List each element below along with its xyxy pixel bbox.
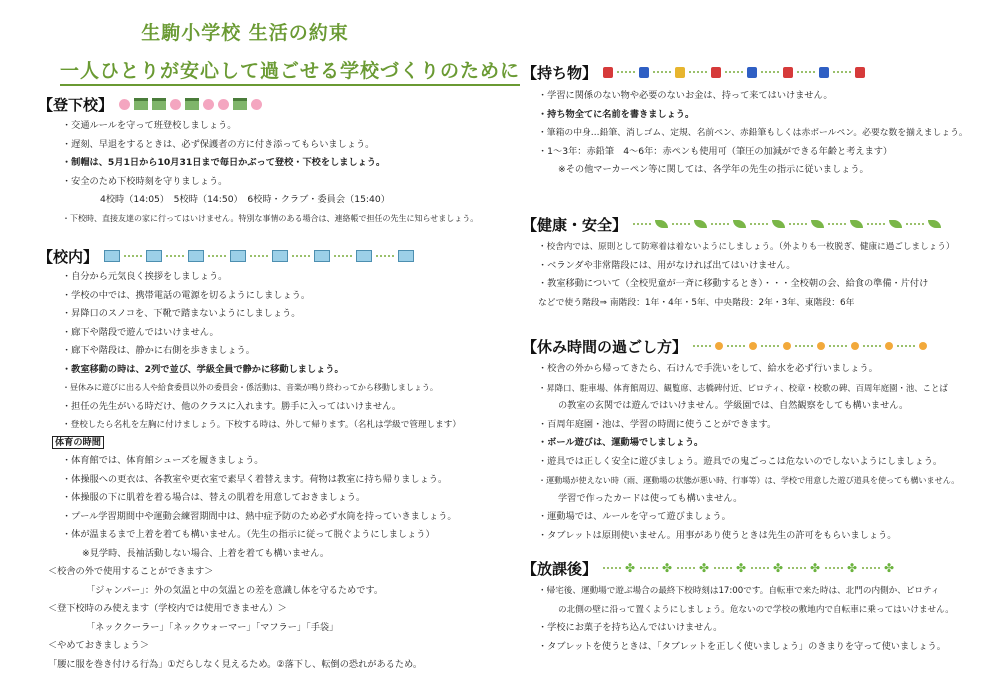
belongings-line: ・1～3年：赤鉛筆 4～6年：赤ペンも使用可（筆圧の加減ができる年齢と考えます） xyxy=(538,145,893,157)
health-line: ・ベランダや非常階段には、用がなければ出てはいけません。 xyxy=(538,259,796,271)
book-icon xyxy=(230,250,246,262)
school-icon xyxy=(134,98,148,110)
section-recess-heading: 【休み時間の過ごし方】 xyxy=(522,337,688,356)
recess-line: ・昇降口、駐車場、体育館周辺、観覧席、志橋碑付近、ピロティ、校章・校歌の碑、百周年庭園・池、ことば xyxy=(538,382,948,393)
recess-line: ・タブレットは原則使いません。用事があり使うときは先生の許可をもらいましょう。 xyxy=(538,529,897,541)
sakura-icon xyxy=(119,99,130,110)
sakura-icon xyxy=(218,99,229,110)
leaf-icon xyxy=(655,220,668,228)
section-after-heading: 【放課後】 xyxy=(522,559,598,578)
section-belongings-heading: 【持ち物】 xyxy=(522,63,598,82)
document-subtitle: 一人ひとりが安心して過ごせる学校づくりのために xyxy=(60,56,520,86)
commute-line: 4校時（14:05） 5校時（14:50） 6校時・クラブ・委員会（15:40） xyxy=(100,194,390,205)
dot-decoration xyxy=(691,342,929,350)
book-icon xyxy=(188,250,204,262)
clover-icon: ✤ xyxy=(773,560,784,575)
leaf-icon xyxy=(889,220,902,228)
health-line: ・教室移動について（全校児童が一斉に移動するとき）・・・全校朝の会、給食の準備・片付け xyxy=(538,278,929,289)
school-line: ・登校したら名札を左胸に付けましょう。下校する時は、外して帰ります。（名札は学級で管理します） xyxy=(62,420,461,430)
stop-line: 「腰に服を巻き付ける行為」①だらしなく見えるため。②落下し、転倒の恐れがあるため。 xyxy=(48,658,423,670)
backpack-icon xyxy=(855,67,865,78)
after-line: ・帰宅後、運動場で遊ぶ場合の最終下校時刻は17:00です。自転車で来た時は、北門の内側か、ピロティ xyxy=(538,586,940,596)
pe-line: ・体が温まるまで上着を着ても構いません。（先生の指示に従って脱ぐようにしましょう） xyxy=(62,529,435,540)
belongings-line: ・持ち物全てに名前を書きましょう。 xyxy=(538,108,695,120)
pe-line: ・プール学習期間中や運動会練習期間中は、熱中症予防のため必ず水筒を持っていきましょう。 xyxy=(62,510,457,522)
school-icon xyxy=(185,98,199,110)
school-line: ・教室移動の時は、2列で並び、学級全員で静かに移動しましょう。 xyxy=(62,363,344,375)
school-line: ・担任の先生がいる時だけ、他のクラスに入れます。勝手に入ってはいけません。 xyxy=(62,400,402,412)
health-line: などで使う階段⇒ 南階段：1年・4年・5年、中央階段：2年・3年、東階段：6年 xyxy=(538,297,855,308)
book-icon xyxy=(356,250,372,262)
orange-dot-icon xyxy=(783,342,791,350)
section-belongings-header xyxy=(522,62,867,82)
pe-time-label: 体育の時間 xyxy=(52,436,104,449)
commute-only-line: 「ネッククーラー」「ネックウォーマー」「マフラー」「手袋」 xyxy=(86,621,339,633)
pe-line: ・体操服への更衣は、各教室や更衣室で素早く着替えます。荷物は教室に持ち帰りましょう。 xyxy=(62,473,448,485)
clover-decoration xyxy=(601,560,897,575)
after-line: ・タブレットを使うときは、「タブレットを正しく使いましょう」のきまりを守って使いましょう。 xyxy=(538,640,946,652)
belongings-line: ・筆箱の中身…鉛筆、消しゴム、定規、名前ペン、赤鉛筆もしくは赤ボールペン。必要な数を揃えましょう。 xyxy=(538,128,968,138)
sakura-icon xyxy=(203,99,214,110)
orange-dot-icon xyxy=(919,342,927,350)
school-line: ・学校の中では、携帯電話の電源を切るようにしましょう。 xyxy=(62,289,311,301)
commute-list xyxy=(62,117,478,228)
section-after-header xyxy=(522,558,897,578)
backpack-icon xyxy=(747,67,757,78)
section-commute-header xyxy=(38,94,264,114)
backpack-icon xyxy=(819,67,829,78)
section-commute-heading: 【登下校】 xyxy=(38,95,114,114)
school-icon xyxy=(152,98,166,110)
school-line: ・昇降口のスノコを、下靴で踏まないようにしましょう。 xyxy=(62,308,301,319)
orange-dot-icon xyxy=(851,342,859,350)
backpack-icon xyxy=(639,67,649,78)
leaf-decoration xyxy=(631,220,943,228)
document-title: 生駒小学校 生活の約束 xyxy=(141,22,349,44)
clover-icon: ✤ xyxy=(847,560,858,575)
school-line: ・自分から元気良く挨拶をしましょう。 xyxy=(62,271,228,282)
book-icon xyxy=(146,250,162,262)
orange-dot-icon xyxy=(715,342,723,350)
leaf-icon xyxy=(772,220,785,228)
section-school-header xyxy=(38,246,416,266)
backpack-icon xyxy=(783,67,793,78)
clover-icon: ✤ xyxy=(884,560,895,575)
recess-line: ・遊具では正しく安全に遊びましょう。遊具での鬼ごっこは危ないのでしないようにしましょう。 xyxy=(538,455,943,467)
leaf-icon xyxy=(850,220,863,228)
clover-icon: ✤ xyxy=(625,560,636,575)
orange-dot-icon xyxy=(749,342,757,350)
pe-line: ・体育館では、体育館シューズを履きましょう。 xyxy=(62,455,264,466)
book-icon xyxy=(104,250,120,262)
backpack-icon xyxy=(675,67,685,78)
clover-icon: ✤ xyxy=(662,560,673,575)
commute-only-label: ＜登下校時のみ使えます（学校内では使用できません）＞ xyxy=(48,603,287,614)
orange-dot-icon xyxy=(817,342,825,350)
recess-line: ・運動場が使えない時（雨、運動場の状態が悪い時、行事等）は、学校で用意した遊び道具を使っても構いません。 xyxy=(538,475,960,485)
recess-list xyxy=(538,360,959,545)
recess-line: ・百周年庭園・池は、学習の時間に使うことができます。 xyxy=(538,418,777,430)
stop-label: ＜やめておきましょう＞ xyxy=(48,640,150,651)
leaf-icon xyxy=(928,220,941,228)
outside-line: 「ジャンパー」：外の気温と中の気温との差を意識し体を守るためです。 xyxy=(86,584,384,596)
recess-line: ・運動場では、ルールを守って遊びましょう。 xyxy=(538,511,731,522)
book-decoration xyxy=(102,250,416,262)
orange-dot-icon xyxy=(885,342,893,350)
clover-icon: ✤ xyxy=(810,560,821,575)
sakura-icon xyxy=(170,99,181,110)
book-icon xyxy=(398,250,414,262)
clothing-rules xyxy=(48,563,422,674)
after-line: の北側の壁に沿って置くようにしましょう。危ないので学校の敷地内で自転車に乗ってはいけません。 xyxy=(558,604,954,615)
outside-label: ＜校舎の外で使用することができます＞ xyxy=(48,566,214,577)
section-health-heading: 【健康・安全】 xyxy=(522,215,628,234)
commute-line: ・交通ルールを守って班登校しましょう。 xyxy=(62,120,237,131)
leaf-icon xyxy=(694,220,707,228)
health-list xyxy=(538,238,954,312)
section-school-heading: 【校内】 xyxy=(38,247,99,266)
sakura-decoration xyxy=(117,98,264,110)
school-line: ・廊下や階段は、静かに右側を歩きましょう。 xyxy=(62,345,255,356)
recess-line: ・校舎の外から帰ってきたら、石けんで手洗いをして、給水を必ず行いましょう。 xyxy=(538,363,878,374)
pe-label-row xyxy=(52,434,104,453)
belongings-list xyxy=(538,87,968,180)
sakura-icon xyxy=(251,99,262,110)
after-list xyxy=(538,582,954,656)
school-icon xyxy=(233,98,247,110)
backpack-icon xyxy=(711,67,721,78)
section-health-header xyxy=(522,214,943,234)
pe-line: ・体操服の下に肌着を着る場合は、替えの肌着を用意しておきましょう。 xyxy=(62,492,366,503)
school-line: ・廊下や階段で遊んではいけません。 xyxy=(62,326,219,338)
belongings-line: ・学習に関係のない物や必要のないお金は、持って来てはいけません。 xyxy=(538,90,833,101)
recess-line: ・ボール遊びは、運動場でしましょう。 xyxy=(538,437,704,448)
belongings-line: ※その他マーカーペン等に関しては、各学年の先生の指示に従いましょう。 xyxy=(558,164,869,175)
after-line: ・学校にお菓子を持ち込んではいけません。 xyxy=(538,622,723,633)
commute-line: ・遅刻、早退をするときは、必ず保護者の方に付き添ってもらいましょう。 xyxy=(62,138,375,150)
health-line: ・校舎内では、原則として防寒着は着ないようにしましょう。（外よりも一枚脱ぎ、健康に過ごしましょう） xyxy=(538,242,955,252)
leaf-icon xyxy=(811,220,824,228)
school-line: ・昼休みに遊びに出る人や給食委員以外の委員会・係活動は、音楽が鳴り終わってから移動しましょう。 xyxy=(62,383,438,392)
commute-line: ・下校時、直接友達の家に行ってはいけません。特別な事情のある場合は、連絡帳で担任の先生に知らせましょう。 xyxy=(62,213,479,223)
school-list xyxy=(62,268,461,435)
clover-icon: ✤ xyxy=(736,560,747,575)
pe-list xyxy=(62,452,457,563)
pe-line: ※見学時、長袖活動しない場合、上着を着ても構いません。 xyxy=(82,547,330,559)
leaf-icon xyxy=(733,220,746,228)
commute-line: ・制帽は、5月1日から10月31日まで毎日かぶって登校・下校をしましょう。 xyxy=(62,157,386,168)
book-icon xyxy=(272,250,288,262)
book-icon xyxy=(314,250,330,262)
bag-decoration xyxy=(601,67,867,78)
section-recess-header xyxy=(522,336,929,356)
commute-line: ・安全のため下校時刻を守りましょう。 xyxy=(62,175,228,187)
recess-line: 学習で作ったカードは使っても構いません。 xyxy=(558,492,743,504)
clover-icon: ✤ xyxy=(699,560,710,575)
backpack-icon xyxy=(603,67,613,78)
recess-line: の教室の玄関では遊んではいけません。学級園では、自然観察をしても構いません。 xyxy=(558,400,909,411)
